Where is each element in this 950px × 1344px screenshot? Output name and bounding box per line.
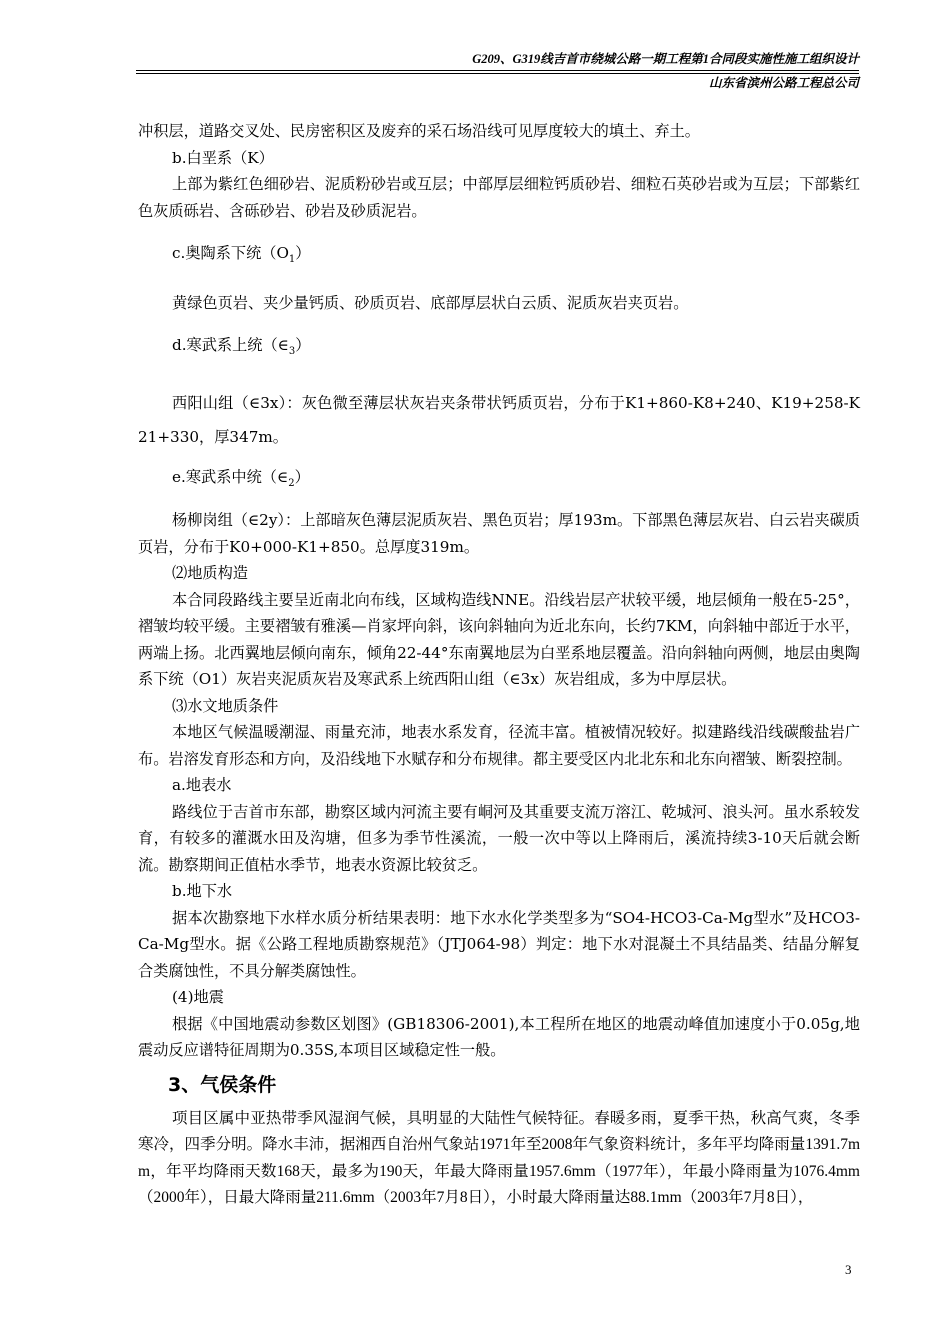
- header-company: 山东省滨州公路工程总公司: [136, 73, 859, 92]
- item-ordovician-text: c.奥陶系下统（O: [172, 244, 289, 262]
- item-middle-cambrian-end: ）: [294, 467, 310, 486]
- paragraph-geologic-structure: 本合同段路线主要呈近南北向布线，区域构造线NNE。沿线岩层产状较平缓，地层倾角一般在5-25°，褶皱均较平缓。主要褶皱有雅溪—肖家坪向斜，该向斜轴向为近北东向，长约7KM，向斜轴中部近于水平，两端上扬。北西翼地层倾向南东，倾角22-44°东南翼地层为白垩系地层覆盖。沿向斜轴向两侧，地层由奥陶系下统（O1）灰岩夹泥质灰岩及寒武系上统西阳山组（∈3x）灰岩组成，多为中厚层状。: [138, 590, 860, 689]
- item-upper-cambrian: [138, 332, 860, 366]
- paragraph-surface-water: 路线位于吉首市东部，勘察区域内河流主要有峒河及其重要支流万溶江、乾城河、浪头河。虽水系较发育，有较多的灌溉水田及沟塘，但多为季节性溪流，一般一次中等以上降雨后，溪流持续3-10天后就会断流。勘察期间正值枯水季节，地表水资源比较贫乏。: [138, 802, 860, 874]
- item-upper-cambrian-sub: 3: [288, 346, 296, 358]
- paragraph-hydrogeology: 本地区气候温暖潮湿、雨量充沛，地表水系发育，径流丰富。植被情况较好。拟建路线沿线碳酸盐岩广布。岩溶发育形态和方向，及沿线地下水赋存和分布规律。都主要受区内北北东和北东向褶皱、断裂控制。: [138, 723, 860, 768]
- item-middle-cambrian-sub: 2: [288, 477, 295, 489]
- item-earthquake: (4)地震: [172, 988, 224, 1007]
- item-middle-cambrian: [138, 464, 860, 498]
- paragraph-climate: 项目区属中亚热带季风湿润气候，具明显的大陆性气候特征。春暖多雨，夏季干热，秋高气爽，冬季寒冷，四季分明。降水丰沛，据湘西自治州气象站1971年至2008年气象资料统计，多年平均降雨量1391.7mm，年平均降雨天数168天，最多为190天，年最大降雨量1957.6mm（1977年），年最小降雨量为1076.4mm（2000年），日最大降雨量211.6mm（2003年7月8日），小时最大降雨量达88.1mm（2003年7月8日），: [138, 1109, 860, 1207]
- paragraph-earthquake: 根据《中国地震动参数区划图》(GB18306-2001),本工程所在地区的地震动峰值加速度小于0.05g,地震动反应谱特征周期为0.35S,本项目区域稳定性一般。: [138, 1014, 860, 1060]
- item-groundwater: b.地下水: [172, 882, 233, 901]
- item-surface-water: a.地表水: [172, 776, 232, 795]
- item-ordovician-sub: 1: [288, 254, 296, 266]
- paragraph-cretaceous: 上部为紫红色细砂岩、泥质粉砂岩或互层；中部厚层细粒钙质砂岩、细粒石英砂岩或为互层；下部紫红色灰质砾岩、含砾砂岩、砂岩及砂质泥岩。: [138, 175, 860, 220]
- page-header: [136, 50, 859, 92]
- paragraph-alluvium: 冲积层，道路交叉处、民房密积区及废弃的采石场沿线可见厚度较大的填土、弃土。: [138, 122, 700, 140]
- item-hydrogeology: ⑶水文地质条件: [172, 696, 279, 715]
- item-geologic-structure: ⑵地质构造: [172, 564, 248, 583]
- header-title: G209、G319线吉首市绕城公路一期工程第1合同段实施性施工组织设计: [136, 50, 859, 71]
- paragraph-xiyangshan: 西阳山组（∈3x）：灰色微至薄层状灰岩夹条带状钙质页岩，分布于K1+860-K8+240、K19+258-K21+330，厚347m。: [138, 393, 860, 446]
- item-ordovician: [138, 240, 860, 274]
- item-cretaceous: b.白垩系（K）: [172, 148, 274, 167]
- section-heading-climate: 3、气侯条件: [168, 1073, 277, 1096]
- item-upper-cambrian-end: ）: [295, 336, 311, 355]
- paragraph-ordovician: 黄绿色页岩、夹少量钙质、砂质页岩、底部厚层状白云质、泥质灰岩夹页岩。: [172, 293, 689, 312]
- page-number: 3: [845, 1262, 852, 1277]
- paragraph-yangliugang: 杨柳岗组（∈2y）：上部暗灰色薄层泥质灰岩、黑色页岩；厚193m。下部黑色薄层灰岩、白云岩夹碳质页岩，分布于K0+000-K1+850。总厚度319m。: [138, 511, 860, 556]
- item-ordovician-end: ）: [295, 244, 311, 262]
- item-middle-cambrian-text: e.寒武系中统（∈: [172, 467, 289, 486]
- item-upper-cambrian-text: d.寒武系上统（∈: [172, 336, 289, 355]
- paragraph-groundwater: 据本次勘察地下水样水质分析结果表明：地下水水化学类型多为“SO4-HCO3-Ca-Mg型水”及HCO3-Ca-Mg型水。据《公路工程地质勘察规范》（JTJ064-98）判定：地下水对混凝土不具结晶类、结晶分解复合类腐蚀性，不具分解类腐蚀性。: [138, 908, 860, 980]
- document-body: [138, 118, 860, 1212]
